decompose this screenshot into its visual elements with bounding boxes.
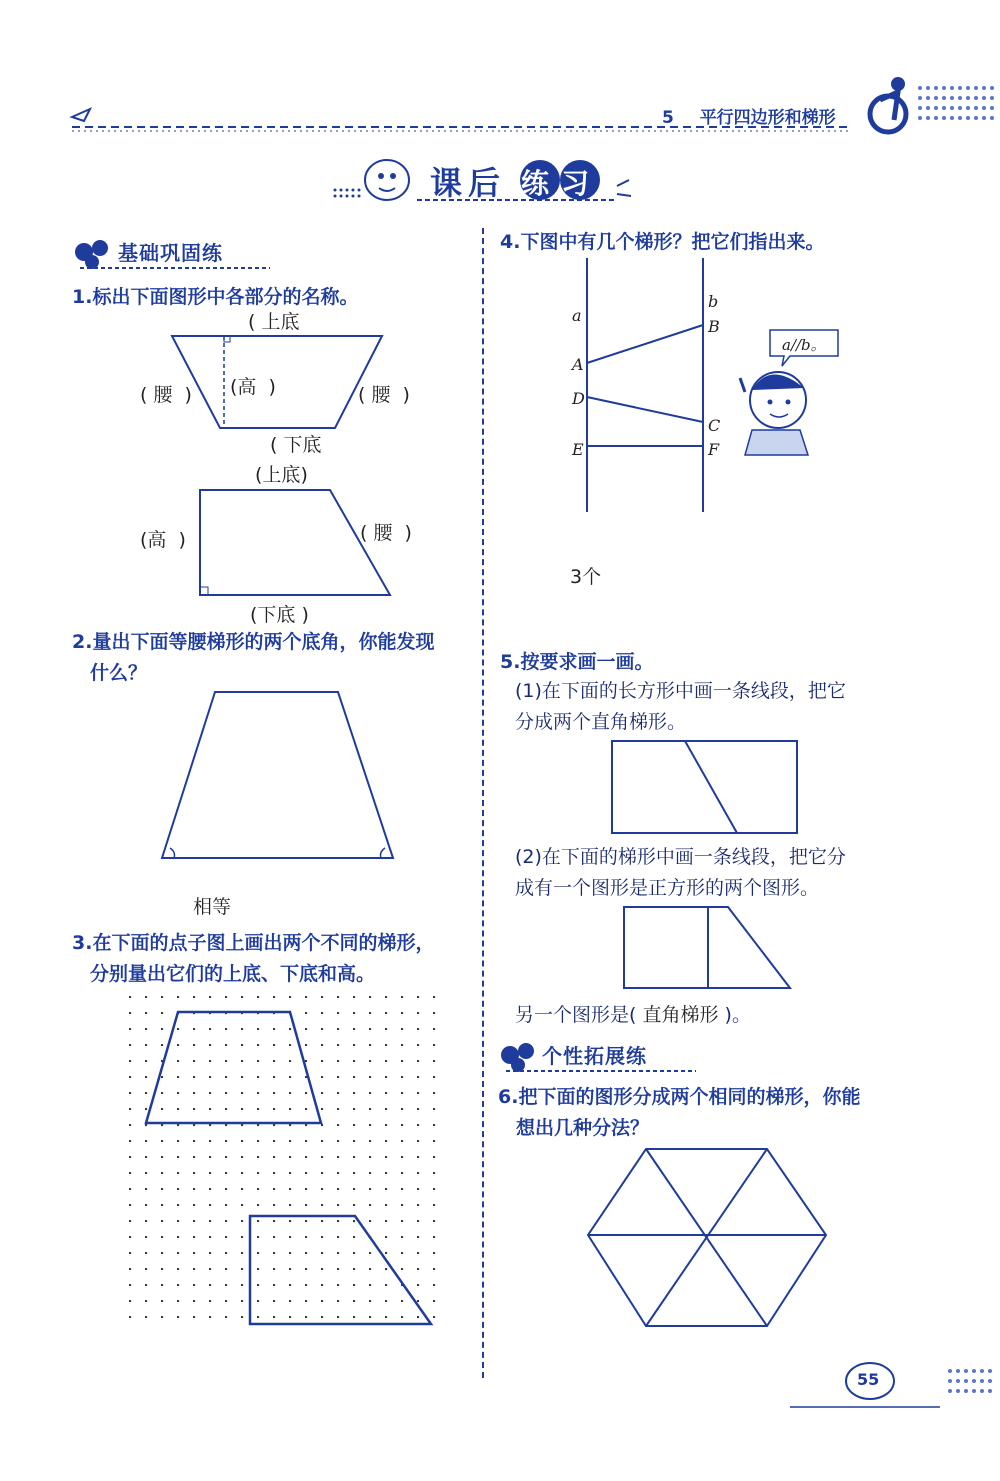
q4-label-B: B <box>708 317 720 336</box>
q5-part1: (1)在下面的长方形中画一条线段，把它 分成两个直角梯形。 <box>515 680 846 733</box>
q2-prompt: 2.量出下面等腰梯形的两个底角，你能发现 什么？ <box>72 631 435 684</box>
q1-s1-middle: (高 ) <box>230 376 276 398</box>
q4-answer: 3个 <box>570 566 602 588</box>
q4-label-b: b <box>708 292 719 311</box>
q4-speech-bubble: a//b。 <box>782 336 826 354</box>
q1-s1-right: ( 腰 ) <box>358 384 410 406</box>
chapter-number: 5 <box>662 108 674 128</box>
q5-prompt: 5.按要求画一画。 <box>500 651 654 673</box>
q4-label-D: D <box>572 389 585 408</box>
q3-prompt: 3.在下面的点子图上画出两个不同的梯形， 分别量出它们的上底、下底和高。 <box>72 932 435 985</box>
q5-part2: (2)在下面的梯形中画一条线段，把它分 成有一个图形是正方形的两个图形。 <box>515 846 846 899</box>
chapter-title: 平行四边形和梯形 <box>699 108 836 128</box>
q4-label-A: A <box>572 355 584 374</box>
q1-s1-left: ( 腰 ) <box>140 384 192 406</box>
q1-s2-top: (上底) <box>255 464 308 486</box>
banner-text-a: 课后 <box>430 164 507 202</box>
q4-label-F: F <box>708 440 720 459</box>
q1-s2-left: (高 ) <box>140 529 186 551</box>
section-extend-title: 个性拓展练 <box>542 1044 647 1068</box>
q1-s2-right: ( 腰 ) <box>360 522 412 544</box>
q4-label-a: a <box>572 306 582 325</box>
footer <box>790 1355 1000 1415</box>
q4-prompt: 4.下图中有几个梯形？把它们指出来。 <box>500 231 825 253</box>
q1-s2-bottom: (下底 ) <box>250 604 309 626</box>
page-number: 55 <box>857 1370 880 1389</box>
q2-answer: 相等 <box>193 896 232 918</box>
q1-s1-top: ( 上底 <box>248 311 300 333</box>
q1-s1-bottom: ( 下底 <box>270 434 322 456</box>
section-basic-title: 基础巩固练 <box>118 241 223 265</box>
q5-part2-answer: 另一个图形是( 直角梯形 )。 <box>515 1004 751 1026</box>
q4-label-E: E <box>572 440 584 459</box>
q6-prompt: 6.把下面的图形分成两个相同的梯形，你能 想出几种分法？ <box>498 1086 861 1139</box>
q4-label-C: C <box>708 416 721 435</box>
banner-text-b: 练习 <box>521 167 602 200</box>
q1-prompt: 1.标出下面图形中各部分的名称。 <box>72 286 359 308</box>
